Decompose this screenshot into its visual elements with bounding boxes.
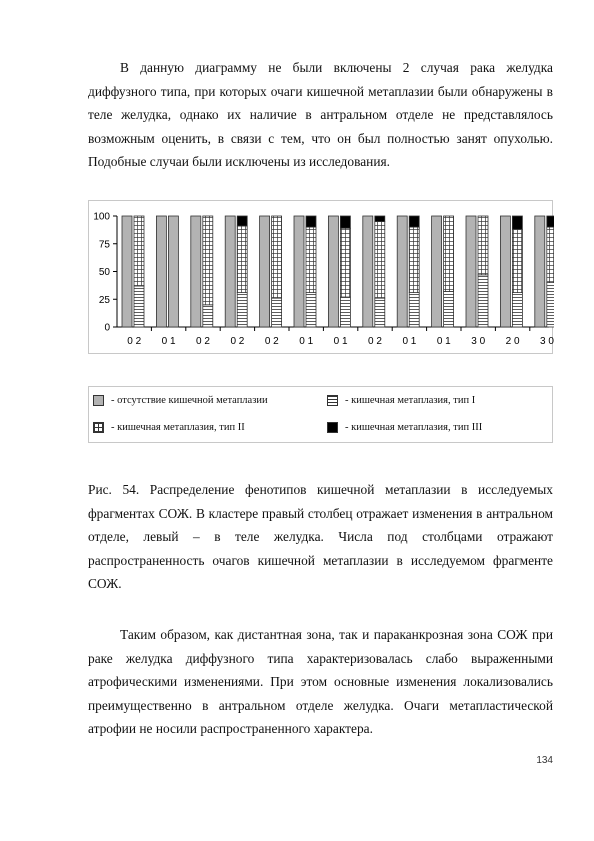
y-tick-label: 0 — [104, 322, 110, 334]
legend-item-none — [93, 395, 268, 406]
bar-segment-t1 — [478, 275, 488, 327]
bar-segment-t1 — [409, 293, 419, 327]
bar-segment-none — [397, 216, 407, 327]
page-number: 134 — [536, 755, 553, 766]
bar-segment-t1 — [272, 298, 282, 327]
bar-segment-t2 — [512, 229, 522, 292]
legend-swatch-grid — [93, 422, 104, 433]
x-tick-label: 0 1 — [333, 336, 348, 347]
bar-segment-t2 — [306, 227, 316, 292]
x-tick-label: 0 2 — [230, 336, 245, 347]
bar-segment-none — [466, 216, 476, 327]
legend-swatch-gray — [93, 395, 104, 406]
legend-item-type-2 — [93, 422, 245, 433]
bar-segment-none — [500, 216, 510, 327]
bar-segment-t2 — [444, 216, 454, 291]
bar-segment-none — [432, 216, 442, 327]
bar-segment-t1 — [512, 293, 522, 327]
bar-segment-none — [260, 216, 270, 327]
bar-segment-t3 — [306, 216, 316, 227]
bar-segment-t1 — [547, 283, 554, 327]
bar-segment-none — [168, 216, 178, 327]
paragraph-conclusion — [88, 623, 553, 741]
bar-segment-none — [363, 216, 373, 327]
bar-segment-t3 — [409, 216, 419, 227]
bar-segment-none — [225, 216, 235, 327]
y-tick-label: 50 — [98, 267, 110, 278]
x-tick-label: 0 1 — [402, 336, 417, 347]
legend-item-type-3 — [327, 422, 482, 433]
legend-item-type-1 — [327, 395, 475, 406]
bar-segment-t1 — [203, 305, 213, 327]
bar-segment-t2 — [272, 216, 282, 298]
bar-segment-t3 — [375, 216, 385, 222]
bar-segment-t1 — [444, 291, 454, 327]
x-tick-label: 0 2 — [127, 336, 142, 347]
bar-segment-t2 — [203, 216, 213, 305]
stacked-bar-chart — [89, 201, 554, 355]
bar-segment-t1 — [340, 297, 350, 327]
figure-caption: Рис. 54. Распределение фенотипов кишечной метаплазии в исследуемых фрагментах СОЖ. В кластере правый столбец отражает изменения в антральном отделе, левый – в теле желудка. Числа под столбцами отражают распространенность очагов кишечной метаплазии в исследуемом фрагменте СОЖ. — [88, 482, 553, 592]
bar-segment-t3 — [547, 216, 554, 227]
bar-segment-none — [535, 216, 545, 327]
bar-segment-t1 — [237, 293, 247, 327]
bar-segment-t3 — [340, 216, 350, 228]
legend-label-none: - отсутствие кишечной метаплазии — [111, 395, 268, 406]
bar-segment-none — [294, 216, 304, 327]
bar-segment-t1 — [134, 286, 144, 327]
y-tick-label: 75 — [98, 239, 110, 251]
bar-segment-t2 — [478, 216, 488, 275]
bar-segment-t3 — [237, 216, 247, 226]
x-tick-label: 0 1 — [436, 336, 451, 347]
chart — [88, 200, 553, 354]
x-tick-label: 0 2 — [196, 336, 210, 347]
x-tick-label: 0 1 — [299, 336, 314, 347]
x-tick-label: 0 2 — [368, 336, 382, 347]
x-tick-label: 2 0 — [505, 336, 520, 347]
y-tick-label: 25 — [98, 294, 110, 306]
bar-segment-t1 — [375, 298, 385, 327]
bar-segment-t2 — [409, 227, 419, 292]
paragraph-intro-text: В данную диаграмму не были включены 2 случая рака желудка диффузного типа, при которых очаги кишечной метаплазии были обнаружены в теле желудка, однако их наличие в антральном отделе не представлялось возможным оценить, в связи с тем, что он был полностью занят опухолью. Подобные случаи были исключены из исследования. — [88, 60, 553, 170]
x-tick-label: 0 1 — [161, 336, 176, 347]
legend-label-type-2: - кишечная метаплазия, тип II — [111, 422, 245, 433]
bar-segment-none — [191, 216, 201, 327]
x-tick-label: 3 0 — [471, 336, 486, 347]
legend-label-type-3: - кишечная метаплазия, тип III — [345, 422, 483, 433]
bar-segment-t2 — [237, 226, 247, 293]
paragraph-conclusion-text: Таким образом, как дистантная зона, так и параканкрозная зона СОЖ при раке желудка диффузного типа характеризовалась слабо выраженными атрофическими изменениями. При этом основные изменения локализовались преимущественно в антральном отделе желудка. Очаги метапластической атрофии не носили распространенного характера. — [88, 627, 553, 737]
legend-swatch-black — [327, 422, 338, 433]
bar-segment-t2 — [134, 216, 144, 286]
bar-segment-t3 — [512, 216, 522, 229]
bar-segment-t1 — [306, 293, 316, 327]
legend-label-type-1: - кишечная метаплазия, тип I — [345, 395, 476, 406]
bar-segment-none — [122, 216, 132, 327]
bar-segment-t2 — [375, 222, 385, 299]
x-tick-label: 3 0 — [540, 336, 554, 347]
paragraph-intro — [88, 56, 553, 174]
x-tick-label: 0 2 — [264, 336, 279, 347]
bar-segment-none — [328, 216, 338, 327]
legend-swatch-hlines — [327, 395, 338, 406]
chart-legend — [88, 386, 553, 443]
bar-segment-none — [156, 216, 166, 327]
bar-segment-t2 — [547, 227, 554, 283]
bar-segment-t2 — [340, 228, 350, 297]
y-tick-label: 100 — [93, 211, 110, 223]
